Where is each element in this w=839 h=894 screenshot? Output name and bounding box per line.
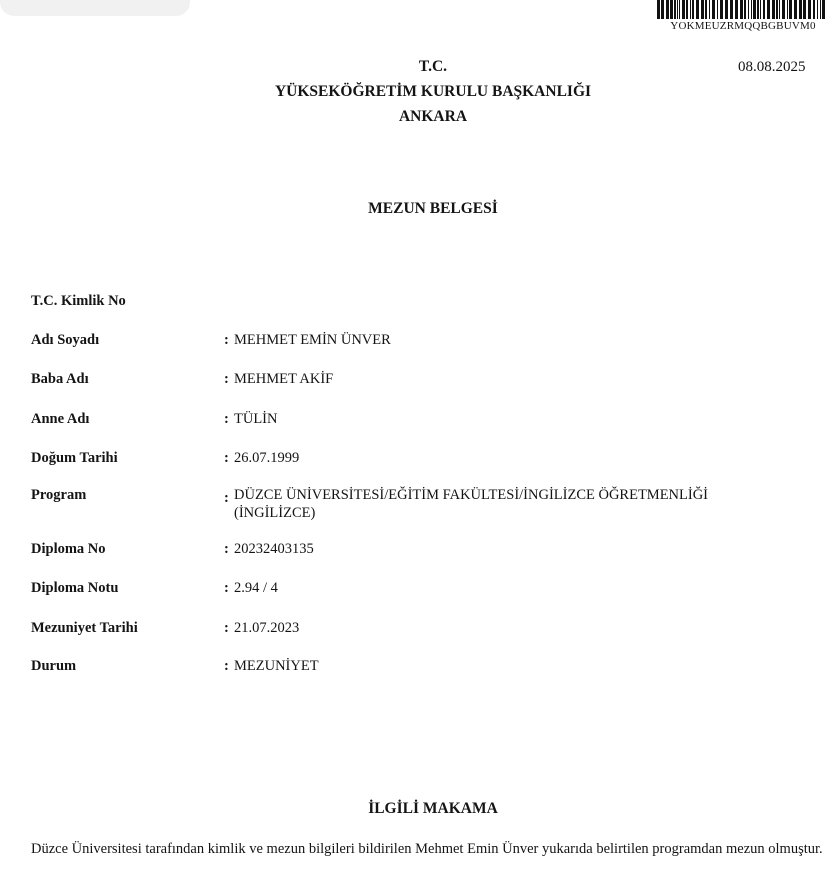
field-label: Diploma No: [31, 541, 106, 557]
field-value: 2.94 / 4: [234, 580, 278, 596]
field-value: 20232403135: [234, 541, 314, 557]
field-label: Adı Soyadı: [31, 332, 100, 348]
field-value: MEHMET EMİN ÜNVER: [234, 332, 391, 348]
document-date: 08.08.2025: [738, 59, 806, 75]
field-label: Program: [31, 487, 87, 503]
field-label: Baba Adı: [31, 371, 89, 387]
scan-smudge: [0, 0, 190, 16]
field-colon: :: [224, 490, 229, 506]
field-colon: :: [224, 620, 229, 636]
field-value: MEZUNİYET: [234, 658, 319, 674]
field-colon: :: [224, 411, 229, 427]
document-title: MEZUN BELGESİ: [368, 200, 498, 217]
field-colon: :: [224, 541, 229, 557]
field-value: MEHMET AKİF: [234, 371, 334, 387]
field-label: T.C. Kimlik No: [31, 293, 126, 309]
header-country: T.C.: [418, 58, 448, 75]
document-barcode: [657, 0, 829, 36]
header-institution: YÜKSEKÖĞRETİM KURULU BAŞKANLIĞI: [274, 83, 592, 100]
field-label: Doğum Tarihi: [31, 450, 118, 466]
field-value: TÜLİN: [234, 411, 278, 427]
graduation-statement: Düzce Üniversitesi tarafından kimlik ve mezun bilgileri bildirilen Mehmet Emin Ünver yukarıda belirtilen programdan mezun olmuştur.: [31, 841, 823, 857]
field-label: Diploma Notu: [31, 580, 119, 596]
header-city: ANKARA: [398, 108, 468, 125]
institution-header: [0, 54, 839, 129]
field-colon: :: [224, 332, 229, 348]
field-label: Mezuniyet Tarihi: [31, 620, 138, 636]
addressee-title: İLGİLİ MAKAMA: [368, 800, 498, 817]
field-colon: :: [224, 580, 229, 596]
field-value: 21.07.2023: [234, 620, 300, 636]
field-label: Durum: [31, 658, 77, 674]
field-colon: :: [224, 371, 229, 387]
field-colon: :: [224, 658, 229, 674]
barcode-code: YOKMEUZRMQQBGBUVM0: [657, 19, 829, 33]
field-colon: :: [224, 450, 229, 466]
field-label: Anne Adı: [31, 411, 90, 427]
field-value: DÜZCE ÜNİVERSİTESİ/EĞİTİM FAKÜLTESİ/İNGİLİZCE ÖĞRETMENLİĞİ (İNGİLİZCE): [234, 487, 709, 521]
field-value: 26.07.1999: [234, 450, 300, 466]
